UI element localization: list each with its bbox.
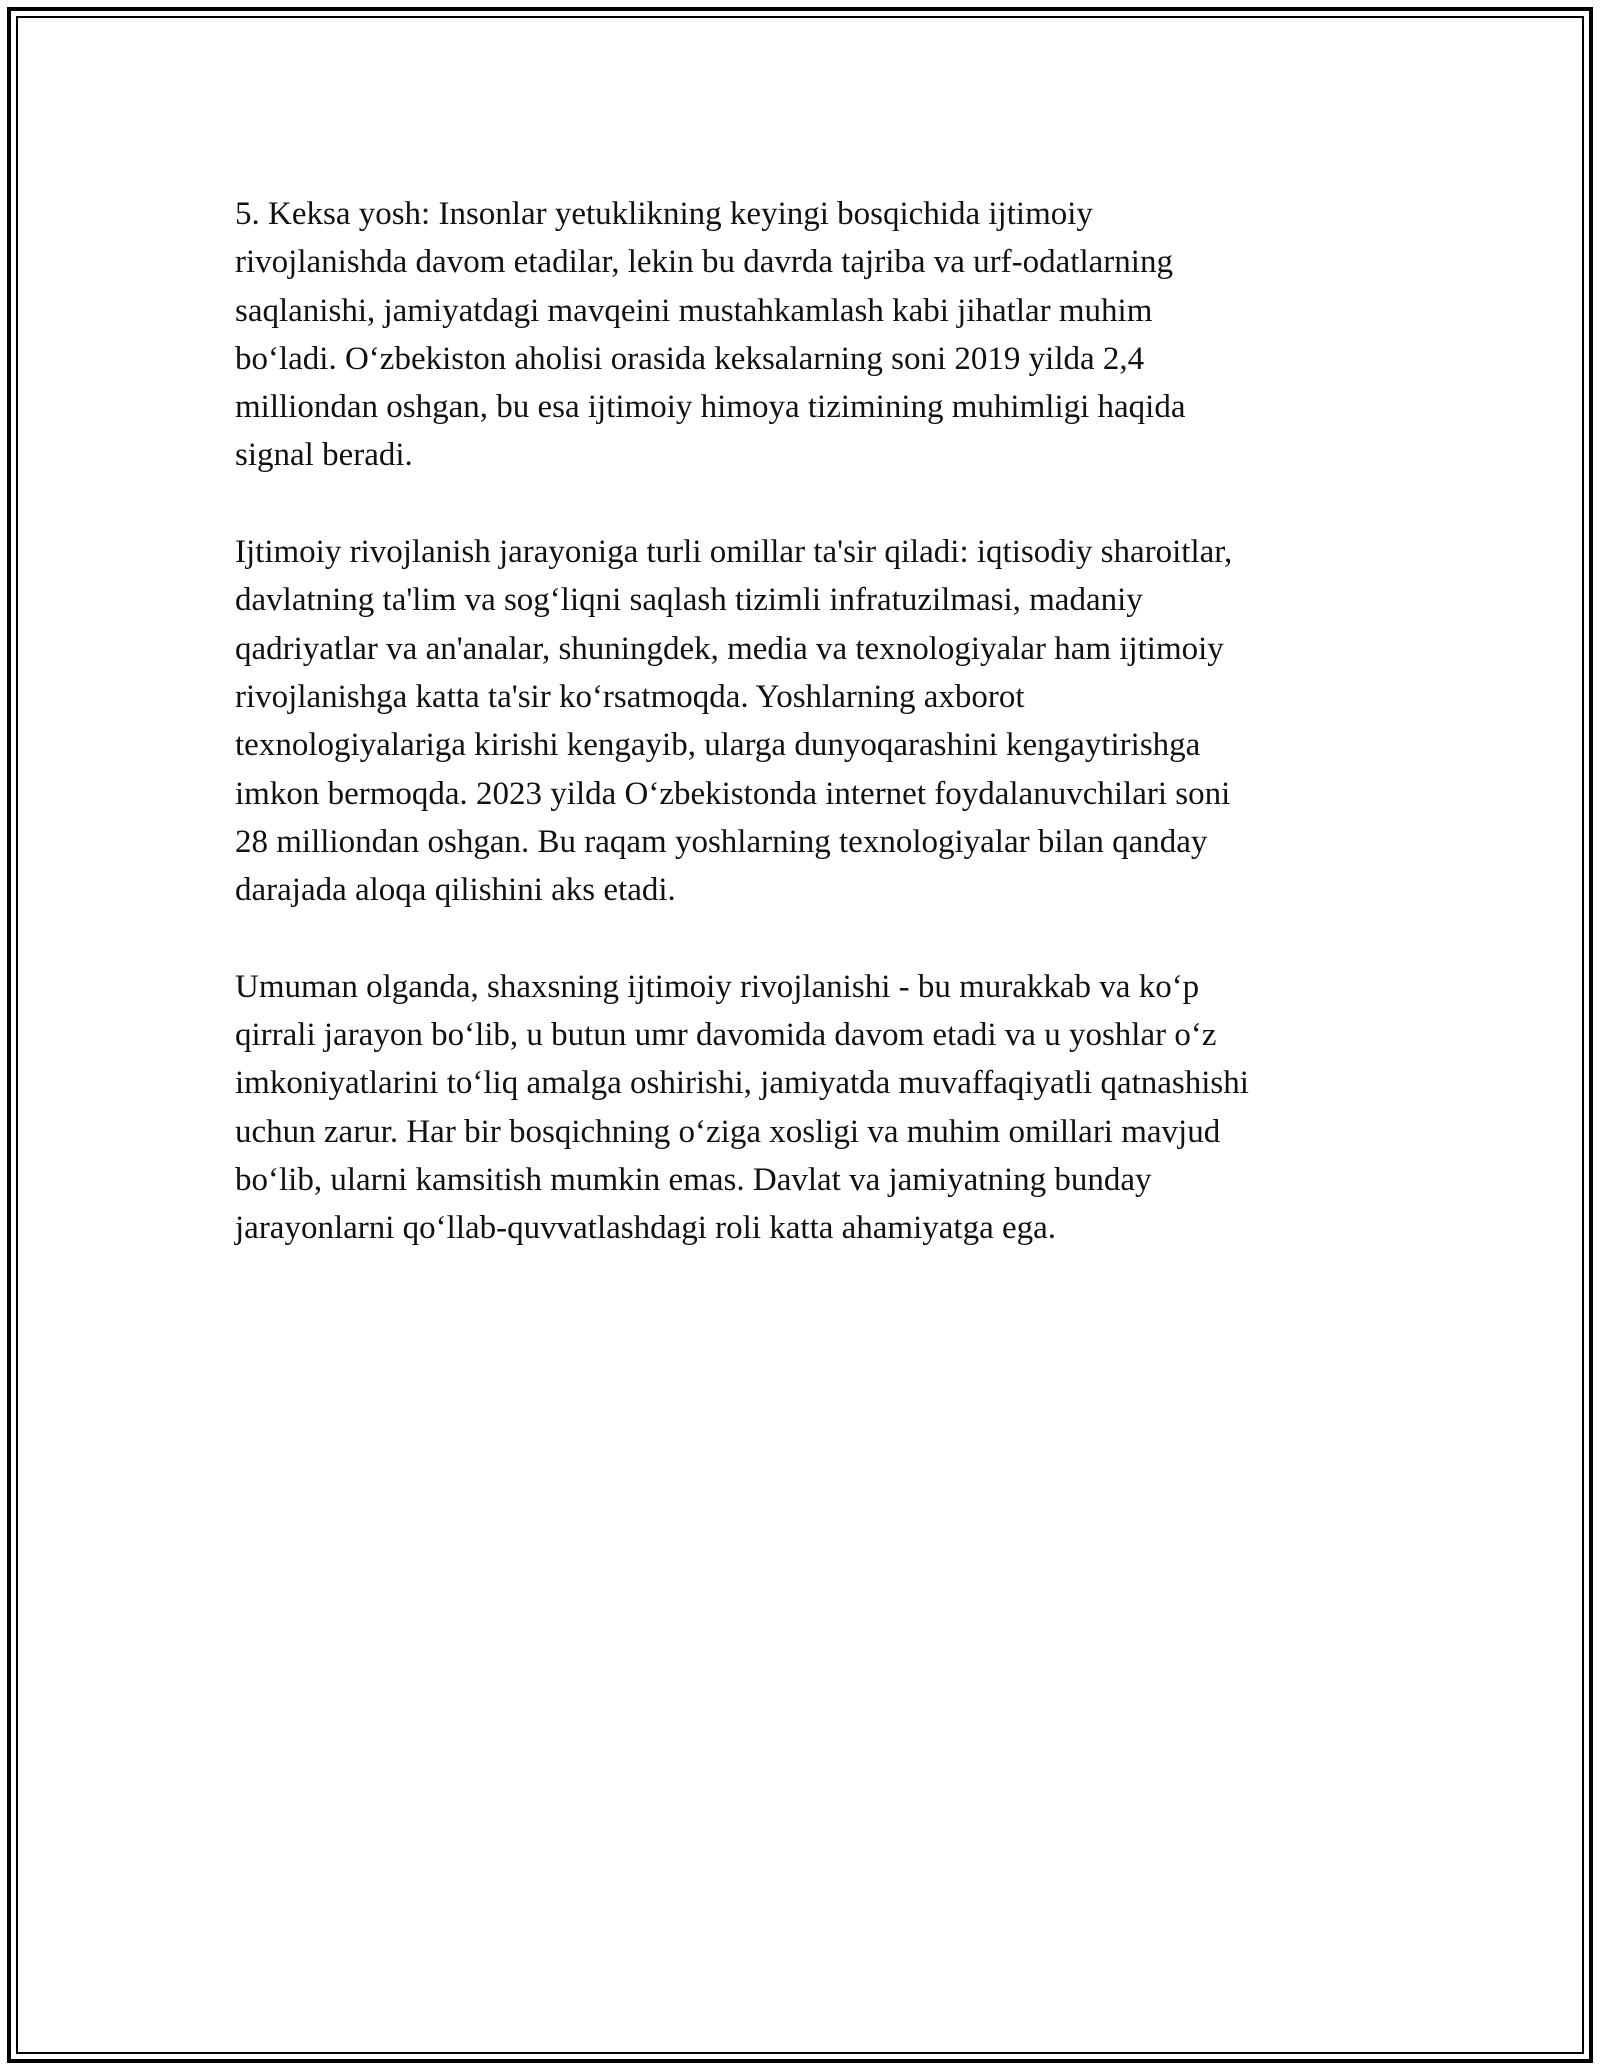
paragraph-influencing-factors: [235, 528, 1385, 914]
text-line: Umuman olganda, shaxsning ijtimoiy rivojlanishi - bu murakkab va ko‘p: [235, 968, 1200, 1005]
text-line: 28 milliondan oshgan. Bu raqam yoshlarning texnologiyalar bilan qanday: [235, 823, 1208, 860]
text-line: qirrali jarayon bo‘lib, u butun umr davomida davom etadi va u yoshlar o‘z: [235, 1017, 1217, 1054]
text-line: bo‘lib, ularni kamsitish mumkin emas. Davlat va jamiyatning bunday: [235, 1161, 1152, 1198]
text-line: signal beradi.: [235, 437, 413, 474]
paragraph-elderly-age: [235, 190, 1385, 480]
text-line: imkon bermoqda. 2023 yilda O‘zbekistonda internet foydalanuvchilari soni: [235, 775, 1231, 812]
text-line: jarayonlarni qo‘llab-quvvatlashdagi roli katta ahamiyatga ega.: [235, 1210, 1057, 1247]
text-line: davlatning ta'lim va sog‘liqni saqlash tizimli infratuzilmasi, madaniy: [235, 582, 1143, 619]
paragraph-conclusion: [235, 963, 1385, 1253]
text-line: texnologiyalariga kirishi kengayib, ularga dunyoqarashini kengaytirishga: [235, 727, 1201, 764]
text-line: imkoniyatlarini to‘liq amalga oshirishi, jamiyatda muvaffaqiyatli qatnashishi: [235, 1065, 1249, 1102]
text-line: milliondan oshgan, bu esa ijtimoiy himoya tizimining muhimligi haqida: [235, 389, 1186, 426]
text-line: uchun zarur. Har bir bosqichning o‘ziga xosligi va muhim omillari mavjud: [235, 1113, 1221, 1150]
text-line: darajada aloqa qilishini aks etadi.: [235, 872, 676, 909]
text-line: 5. Keksa yosh: Insonlar yetuklikning keyingi bosqichida ijtimoiy: [235, 196, 1093, 232]
document-body: [235, 190, 1385, 1301]
text-line: qadriyatlar va an'analar, shuningdek, media va texnologiyalar ham ijtimoiy: [235, 630, 1224, 667]
text-line: Ijtimoiy rivojlanish jarayoniga turli omillar ta'sir qiladi: iqtisodiy sharoitlar,: [235, 534, 1233, 571]
text-line: saqlanishi, jamiyatdagi mavqeini mustahkamlash kabi jihatlar muhim: [235, 292, 1153, 329]
text-line: bo‘ladi. O‘zbekiston aholisi orasida keksalarning soni 2019 yilda 2,4: [235, 340, 1145, 377]
text-line: rivojlanishda davom etadilar, lekin bu davrda tajriba va urf-odatlarning: [235, 244, 1173, 281]
text-line: rivojlanishga katta ta'sir ko‘rsatmoqda. Yoshlarning axborot: [235, 678, 1025, 715]
